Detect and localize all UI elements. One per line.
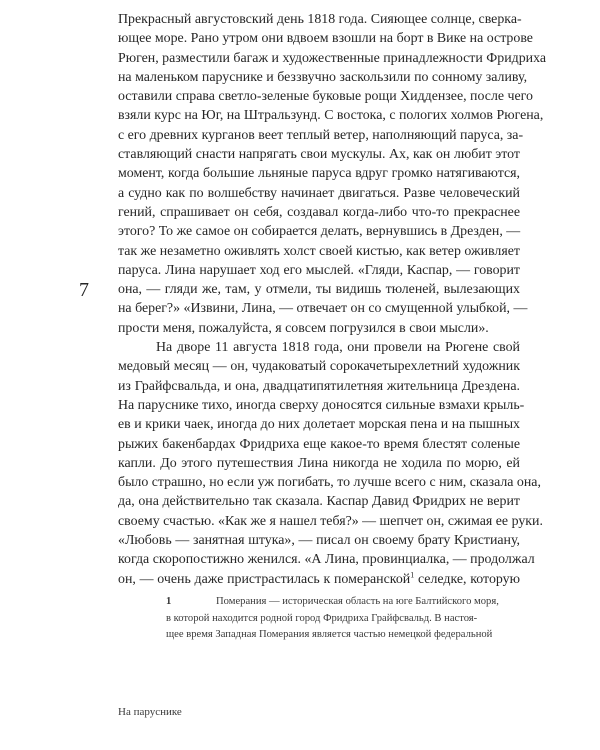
footnote-line: щее время Западная Померания является частью немецкой федеральной xyxy=(166,629,493,641)
text-line: было страшно, но если уж погибать, то лучше всего с ним, сказала она, xyxy=(118,475,541,491)
page-number: 7 xyxy=(79,279,89,301)
text-line: с его древних курганов веет теплый ветер, наполняющий паруса, за- xyxy=(118,127,524,143)
text-line: да, она действительно так сказала. Каспар Давид Фридрих не верит xyxy=(118,494,520,510)
text-line: «Любовь — занятная штука», — писал он своему брату Кристиану, xyxy=(118,533,520,549)
text-line: ставляющий снасти напрягать свои мускулы. Ах, как он любит этот xyxy=(118,147,520,163)
text-line: момент, когда большие льняные паруса вдруг громко натягиваются, xyxy=(118,166,520,182)
text-line: гений, спрашивает он себя, создавал когда-либо что-то прекраснее xyxy=(118,204,520,220)
text-line: Прекрасный августовский день 1818 года. Сияющее солнце, сверка- xyxy=(118,12,522,27)
text-line: из Грайфсвальда, и она, двадцатипятилетняя жительница Дрездена. xyxy=(118,378,520,394)
text-segment: он, — очень даже пристрастилась к померанской xyxy=(118,571,411,587)
text-line: своему счастью. «Как же я нашел тебя?» — шепчет он, сжимая ее руки. xyxy=(118,513,543,529)
text-line: капли. До этого путешествия Лина никогда не ходила по морю, ей xyxy=(118,455,520,471)
footnote-line: в которой находится родной город Фридриха Грайфсвальд. В настоя- xyxy=(166,612,478,624)
text-line: на берег?» «Извини, Лина, — отвечает он со смущенной улыбкой, — xyxy=(118,301,528,317)
text-line: медовый месяц — он, чудаковатый сорокачетырехлетний художник xyxy=(118,359,520,375)
text-line: она, — гляди же, там, у отмели, ты видишь тюленей, вылезающих xyxy=(118,282,520,298)
footnote-line: Померания — историческая область на юге Балтийского моря, xyxy=(216,596,499,607)
body-text xyxy=(118,10,547,589)
text-line: взяли курс на Юг, на Штральзунд. С востока, с пологих холмов Рюгена, xyxy=(118,108,544,124)
text-line: ющее море. Рано утром они вдвоем взошли на борт в Вике на острове xyxy=(118,31,533,47)
text-line: На паруснике тихо, иногда сверху доносятся сильные взмахи крыль- xyxy=(118,397,525,413)
text-line: когда скоропостижно женился. «А Лина, провинциалка, — продолжал xyxy=(118,552,535,568)
text-line: рыжих бакенбардах Фридриха еще какое-то время блестят соленые xyxy=(118,436,520,452)
text-line: этого? То же самое он собирается делать, вернувшись в Дрезден, — xyxy=(118,224,521,240)
paragraph-start-line: На дворе 11 августа 1818 года, они провели на Рюгене свой xyxy=(156,340,520,356)
text-line: а судно как по волшебству начинает двигаться. Разве человеческий xyxy=(118,185,520,201)
text-line-with-footnote xyxy=(118,570,520,589)
footnote-marker: 1 xyxy=(410,569,415,579)
footnote xyxy=(166,594,516,644)
running-footer: На паруснике xyxy=(118,706,182,718)
text-line: ев и крики чаек, иногда до них долетает морская пена и на пышных xyxy=(118,417,520,433)
text-line: так же незаметно оживлять холст своей кистью, как ветер оживляет xyxy=(118,243,520,259)
text-line: на маленьком паруснике и беззвучно заскользили по сонному заливу, xyxy=(118,69,528,85)
text-segment: селедке, которую xyxy=(417,571,520,587)
text-line: прости меня, пожалуйста, я совсем погрузился в свои мысли». xyxy=(118,320,489,336)
text-line: оставили справа светло-зеленые буковые рощи Хиддензее, после чего xyxy=(118,89,533,105)
text-line: паруса. Лина нарушает ход его мыслей. «Гляди, Каспар, — говорит xyxy=(118,262,520,278)
footnote-number: 1 xyxy=(166,596,172,607)
text-line: Рюген, разместили багаж и художественные принадлежности Фридриха xyxy=(118,50,547,66)
